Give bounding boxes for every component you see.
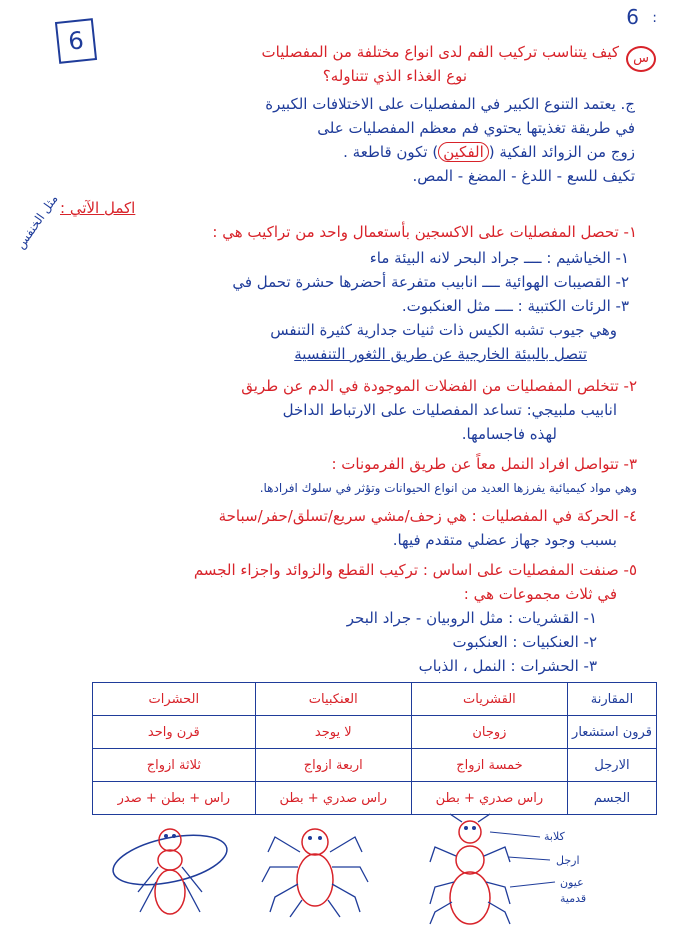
table-cell: ثلاثة ازواج: [93, 749, 256, 782]
crustacean-drawing-icon: [430, 814, 555, 924]
table-row-label: الارجل: [568, 749, 657, 782]
diagram-label-feelers: قدمية: [560, 892, 587, 905]
item1-e: تتصل بالبيئة الخارجية عن طريق الثغور التنفسية: [294, 345, 587, 363]
item3-line1: ٣- تتواصل افراد النمل معاً عن طريق الفرمونات :: [331, 455, 637, 473]
table-row: [93, 716, 657, 749]
table-header-cell: الحشرات: [93, 683, 256, 716]
table-header-row: [93, 683, 657, 716]
table-cell: خمسة ازواج: [411, 749, 567, 782]
table-header-cell: العنكبيات: [255, 683, 411, 716]
item1-d: وهي جيوب تشبه الكيس ذات ثنيات جدارية كثيرة التنفس: [270, 321, 617, 339]
table-header-cell: المقارنة: [568, 683, 657, 716]
item5-line1: ٥- صنفت المفصليات على اساس : تركيب القطع والزوائد واجزاء الجسم: [193, 561, 637, 579]
q5-question-line1: كيف يتناسب تركيب الفم لدى انواع مختلفة من المفصليات: [261, 43, 619, 61]
table-cell: راس صدري + بطن: [411, 782, 567, 815]
q5-answer-line2: في طريقة تغذيتها يحتوي فم معظم المفصليات على: [317, 119, 635, 137]
table-header-cell: القشريات: [411, 683, 567, 716]
spider-drawing-icon: [262, 829, 368, 917]
item4-line1-text: ٤- الحركة في المفصليات : هي زحف/مشي سريع/تسلق/حفر/سباحة: [218, 507, 637, 525]
table-cell: راس صدري + بطن: [255, 782, 411, 815]
q5-highlight-word: الفكين: [438, 142, 489, 162]
page-number-corner: 6: [626, 5, 639, 29]
q5-answer-line3-text: زوج من الزوائد الفكية (الفكين) تكون قاطعة .: [343, 143, 635, 161]
q5-question-line2: نوع الغذاء الذي تتناوله؟: [322, 67, 467, 85]
table-row-label: الجسم: [568, 782, 657, 815]
diagram-label-eyes: عيون: [560, 876, 584, 889]
item5-line2: في ثلاث مجموعات هي :: [463, 585, 617, 603]
question-number-circle: س: [626, 46, 656, 72]
diagram-label-leg: ارجل: [556, 854, 580, 867]
q5-answer-line1: ج. يعتمد التنوع الكبير في المفصليات على الاختلافات الكبيرة: [265, 95, 635, 113]
fly-drawing-icon: [109, 826, 232, 914]
diagram-label-claw: كلابة: [544, 830, 565, 843]
complete-title: اكمل الآتي :: [60, 199, 136, 217]
item1-line1: ١- تحصل المفصليات على الاكسجين بأستعمال واحد من تراكيب هي :: [212, 223, 637, 241]
table-cell: زوجان: [411, 716, 567, 749]
table-row-label: قرون استشعار: [568, 716, 657, 749]
item4-line1: [219, 508, 637, 525]
item5-b: ٢- العنكبيات : العنكبوت: [452, 633, 597, 651]
item2-line3: لهذه فاجسامها.: [461, 425, 557, 443]
item4-line2: بسبب وجود جهاز عضلي متقدم فيها.: [392, 531, 617, 549]
table-cell: لا يوجد: [255, 716, 411, 749]
page-number-box: 6: [55, 18, 97, 64]
comparison-table: [92, 682, 657, 815]
table-row: [93, 782, 657, 815]
item1-a: ١- الخياشيم : ــــ جراد البحر لانه البيئة ماء: [369, 249, 629, 267]
table-cell: اربعة ازواج: [255, 749, 411, 782]
colon-mark: :: [652, 10, 657, 26]
item3-line2: وهي مواد كيميائية يفرزها العديد من انواع الحيوانات وتؤثر في سلوك افرادها.: [259, 481, 637, 495]
q5-answer-line4: تكيف للسع - اللدغ - المضغ - المص.: [412, 167, 635, 185]
item1-c: ٣- الرئات الكتبية : ــــ مثل العنكبوت.: [401, 297, 629, 315]
item5-c: ٣- الحشرات : النمل ، الذباب: [418, 657, 597, 675]
item2-line1: ٢- تتخلص المفصليات من الفضلات الموجودة في الدم عن طريق: [241, 377, 637, 395]
arthropod-diagrams: [90, 812, 590, 930]
q5-answer-line3: [343, 144, 635, 161]
item1-b: ٢- القصيبات الهوائية ــــ انابيب متفرعة أحضرها حشرة تحمل في: [232, 273, 629, 291]
table-row: [93, 749, 657, 782]
table-cell: قرن واحد: [93, 716, 256, 749]
item2-line2: انابيب ملبيجي: تساعد المفصليات على الارتباط الداخل: [282, 401, 617, 419]
item1-side-note: مثل الخنفس: [13, 192, 61, 252]
table-cell: راس + بطن + صدر: [93, 782, 256, 815]
item5-a: ١- القشريات : مثل الروبيان - جراد البحر: [346, 609, 597, 627]
